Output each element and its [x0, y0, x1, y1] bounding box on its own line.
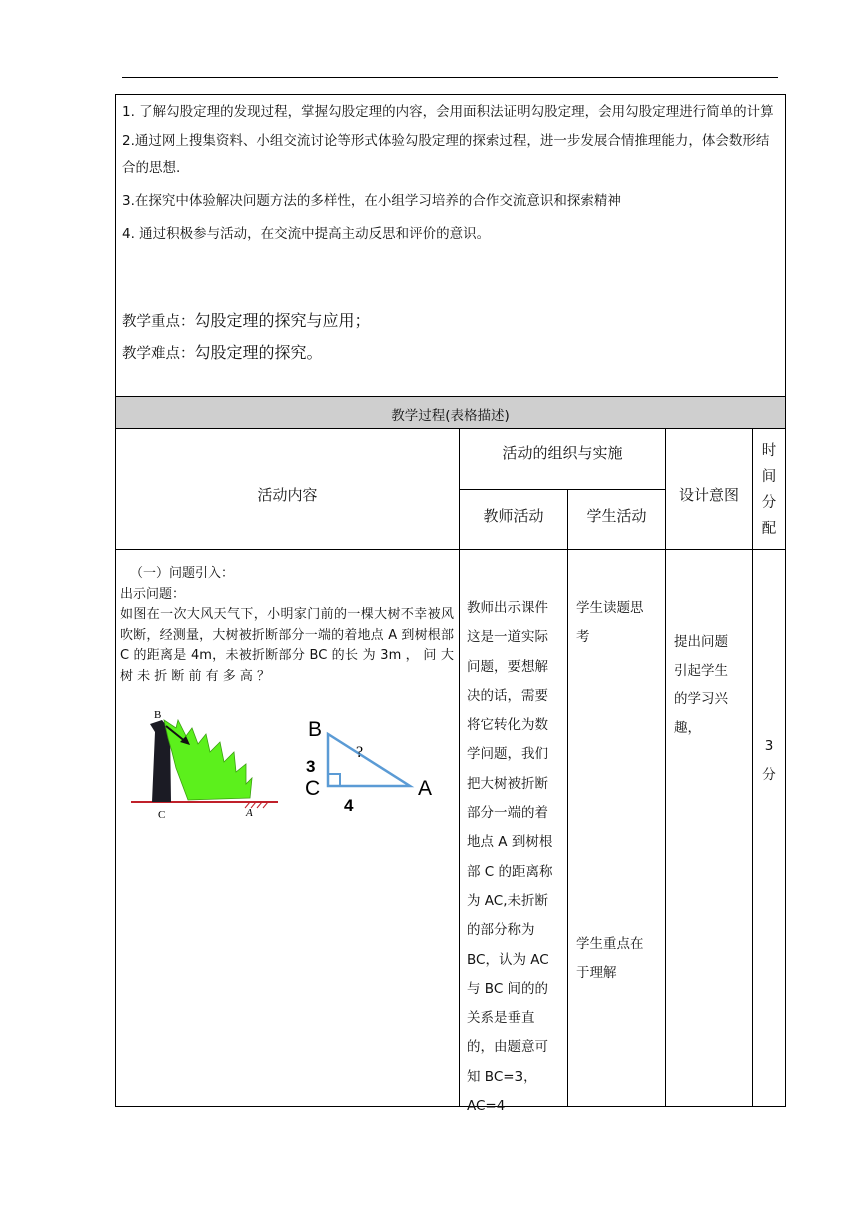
objective-3: 3.在探究中体验解决问题方法的多样性，在小组学习培养的合作交流意识和探索精神 — [122, 193, 621, 209]
divider-subheader — [459, 489, 665, 490]
header-time-char: 配 — [761, 521, 777, 537]
right-angle-mark — [328, 774, 340, 786]
objective-4: 4. 通过积极参与活动，在交流中提高主动反思和评价的意识。 — [122, 226, 491, 242]
objective-1: 1. 了解勾股定理的发现过程，掌握勾股定理的内容，会用面积法证明勾股定理，会用勾股定理进行简单的计算 — [122, 104, 774, 120]
tri-hypotenuse: ? — [356, 744, 364, 761]
difficult-point-label: 教学难点： — [122, 346, 195, 362]
intent-line: 趣， — [674, 719, 701, 736]
teacher-line: 把大树被折断 — [467, 775, 548, 792]
difficult-point-text: 勾股定理的探究。 — [194, 343, 323, 362]
teacher-line: 这是一道实际 — [467, 629, 548, 646]
teacher-line: 地点 A 到树根 — [467, 834, 553, 851]
objectives-block — [122, 99, 780, 248]
teacher-line: BC，认为 AC — [467, 951, 549, 968]
header-teacher: 教师活动 — [483, 507, 544, 525]
header-time — [760, 438, 778, 542]
time-line: 分 — [762, 766, 776, 783]
student-line: 于理解 — [576, 964, 617, 981]
header-design-intent: 设计意图 — [678, 486, 739, 504]
divider-header-body — [115, 549, 786, 550]
row1-student-2 — [576, 930, 662, 987]
row1-show-problem: 出示问题： — [120, 586, 186, 602]
student-line: 学生读题思 — [576, 600, 644, 616]
row1-student-1 — [576, 594, 662, 651]
row1-design-intent — [674, 628, 750, 742]
intent-line: 的学习兴 — [674, 691, 728, 707]
teacher-line: 的部分称为 — [467, 922, 535, 939]
row1-activity — [120, 564, 454, 687]
teacher-line: 为 AC,未折断 — [467, 892, 549, 909]
tree-label-a: A — [246, 807, 253, 819]
header-time-char: 间 — [761, 469, 777, 485]
teacher-line: 的，由题意可 — [467, 1039, 548, 1056]
time-line: 3 — [764, 738, 774, 754]
header-activity-content: 活动内容 — [257, 486, 318, 504]
col-divider-3 — [665, 428, 666, 1107]
teacher-line: 问题，要想解 — [467, 658, 548, 675]
teacher-line: 部分一端的着 — [467, 805, 548, 822]
header-organization: 活动的组织与实施 — [502, 444, 623, 462]
difficult-point — [122, 338, 323, 369]
key-point-label: 教学重点： — [122, 314, 195, 330]
objective-2: 2.通过网上搜集资料、小组交流讨论等形式体验勾股定理的探索过程，进一步发展合情推理能力，体会数形结合的思想. — [122, 133, 770, 176]
tri-side-bc: 3 — [306, 757, 316, 776]
teacher-line: 决的话，需要 — [467, 687, 548, 704]
teacher-line: 将它转化为数 — [467, 717, 548, 734]
student-line: 学生重点在 — [576, 936, 644, 952]
tree-figure — [128, 706, 288, 824]
tree-label-b: B — [154, 709, 162, 721]
col-divider-1 — [459, 428, 460, 1107]
row1-section-title: （一）问题引入： — [130, 566, 235, 581]
row1-time — [760, 732, 778, 789]
teacher-line: 与 BC 间的的 — [467, 980, 549, 997]
header-student: 学生活动 — [586, 507, 647, 525]
divider-process-title — [115, 428, 786, 429]
header-rule — [122, 77, 778, 78]
tree-label-c: C — [158, 809, 166, 821]
teacher-line: 知 BC=3，AC=4 — [467, 1068, 537, 1115]
header-time-char: 时 — [761, 443, 777, 459]
col-divider-4 — [752, 428, 753, 1107]
tri-label-b: B — [308, 718, 323, 741]
teacher-line: 关系是垂直 — [467, 1010, 535, 1027]
tri-side-ca: 4 — [344, 796, 354, 815]
key-point-text: 勾股定理的探究与应用； — [194, 311, 371, 330]
teacher-line: 部 C 的距离称 — [467, 863, 553, 880]
student-line: 考 — [576, 628, 590, 645]
teacher-line: 教师出示课件 — [467, 600, 548, 616]
col-divider-2 — [567, 489, 568, 1107]
tri-label-a: A — [418, 777, 433, 800]
intent-line: 提出问题 — [674, 634, 728, 650]
triangle-figure — [300, 712, 450, 822]
intent-line: 引起学生 — [674, 662, 728, 679]
process-title: 教学过程(表格描述) — [391, 408, 510, 424]
tri-label-c: C — [305, 777, 321, 800]
header-time-char: 分 — [761, 495, 777, 511]
key-point — [122, 306, 371, 337]
row1-teacher — [467, 594, 563, 1121]
row1-problem: 如图在一次大风天气下，小明家门前的一棵大树不幸被风吹断，经测量，大树被折断部分一端的着地点 A 到树根部 C 的距离是 4m，未被折断部分 BC 的长 为 3m ， 问 大 树 未 折 断 前 有 多 高 ？ — [120, 607, 454, 684]
broken-tree-crown — [164, 720, 252, 800]
teacher-line: 学问题，我们 — [467, 746, 548, 763]
